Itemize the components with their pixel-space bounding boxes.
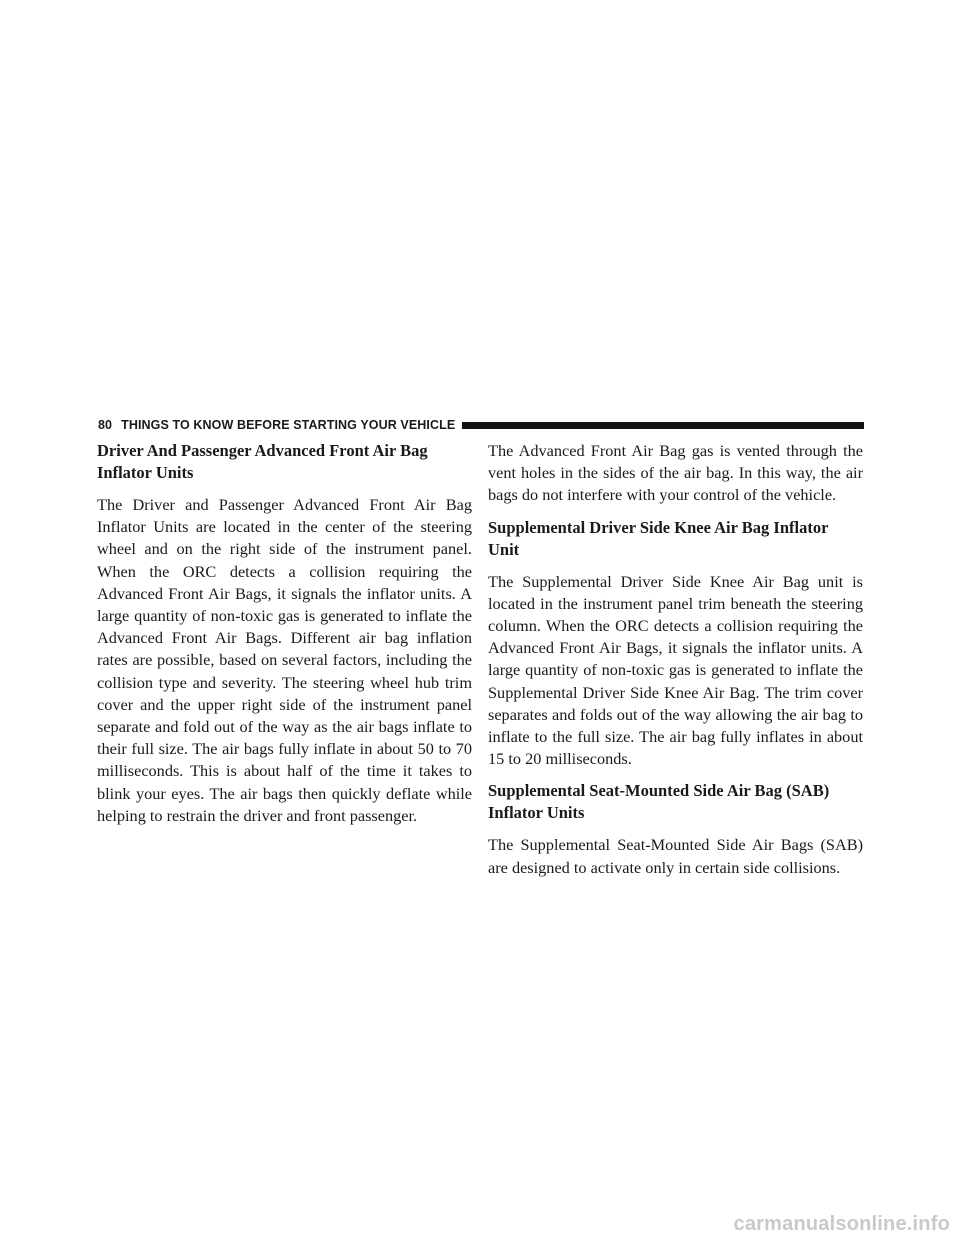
front-air-bag-inflator-paragraph: The Driver and Passenger Advanced Front Air Bag Inflator Units are located in the center of the steering wheel and on the right side of the instrument panel. When the ORC detects a collision requiring the Advanced Front Air Bags, it signals the inflator units. A large quantity of non-toxic gas is generated to inflate the Advanced Front Air Bags. Different air bag inflation rates are possible, based on several factors, including the collision type and severity. The steering wheel hub trim cover and the upper right side of the instrument panel separate and fold out of the way as the air bags inflate to their full size. The air bags fully inflate in about 50 to 70 milliseconds. This is about half of the time it takes to blink your eyes. The air bags then quickly deflate while helping to restrain the driver and front passenger. bbox=[97, 495, 472, 825]
right-column bbox=[488, 440, 863, 889]
side-air-bag-paragraph: The Supplemental Seat-Mounted Side Air Bags (SAB) are designed to activate only in certain side collisions. bbox=[488, 835, 863, 877]
knee-air-bag-heading: Supplemental Driver Side Knee Air Bag Inflator Unit bbox=[488, 517, 829, 559]
section-title: THINGS TO KNOW BEFORE STARTING YOUR VEHICLE bbox=[121, 418, 456, 432]
watermark: carmanualsonline.info bbox=[733, 1213, 950, 1235]
front-air-bag-inflator-heading: Driver And Passenger Advanced Front Air Bag Inflator Units bbox=[97, 441, 428, 482]
gas-vented-paragraph: The Advanced Front Air Bag gas is vented through the vent holes in the sides of the air bag. In this way, the air bags do not interfere with your control of the vehicle. bbox=[488, 441, 863, 505]
knee-air-bag-paragraph: The Supplemental Driver Side Knee Air Bag unit is located in the instrument panel trim beneath the steering column. When the ORC detects a collision requiring the Advanced Front Air Bags, it signals the inflator units. A large quantity of non-toxic gas is generated to inflate the Supplemental Driver Side Knee Air Bag. The trim cover separates and folds out of the way allowing the air bag to inflate to the full size. The air bag fully inflates in about 15 to 20 milliseconds. bbox=[488, 571, 863, 769]
header-rule bbox=[462, 422, 864, 429]
page-header bbox=[98, 417, 864, 433]
left-column bbox=[97, 440, 472, 837]
page-number: 80 bbox=[98, 418, 113, 432]
side-air-bag-heading: Supplemental Seat-Mounted Side Air Bag (SAB) Inflator Units bbox=[488, 781, 830, 823]
